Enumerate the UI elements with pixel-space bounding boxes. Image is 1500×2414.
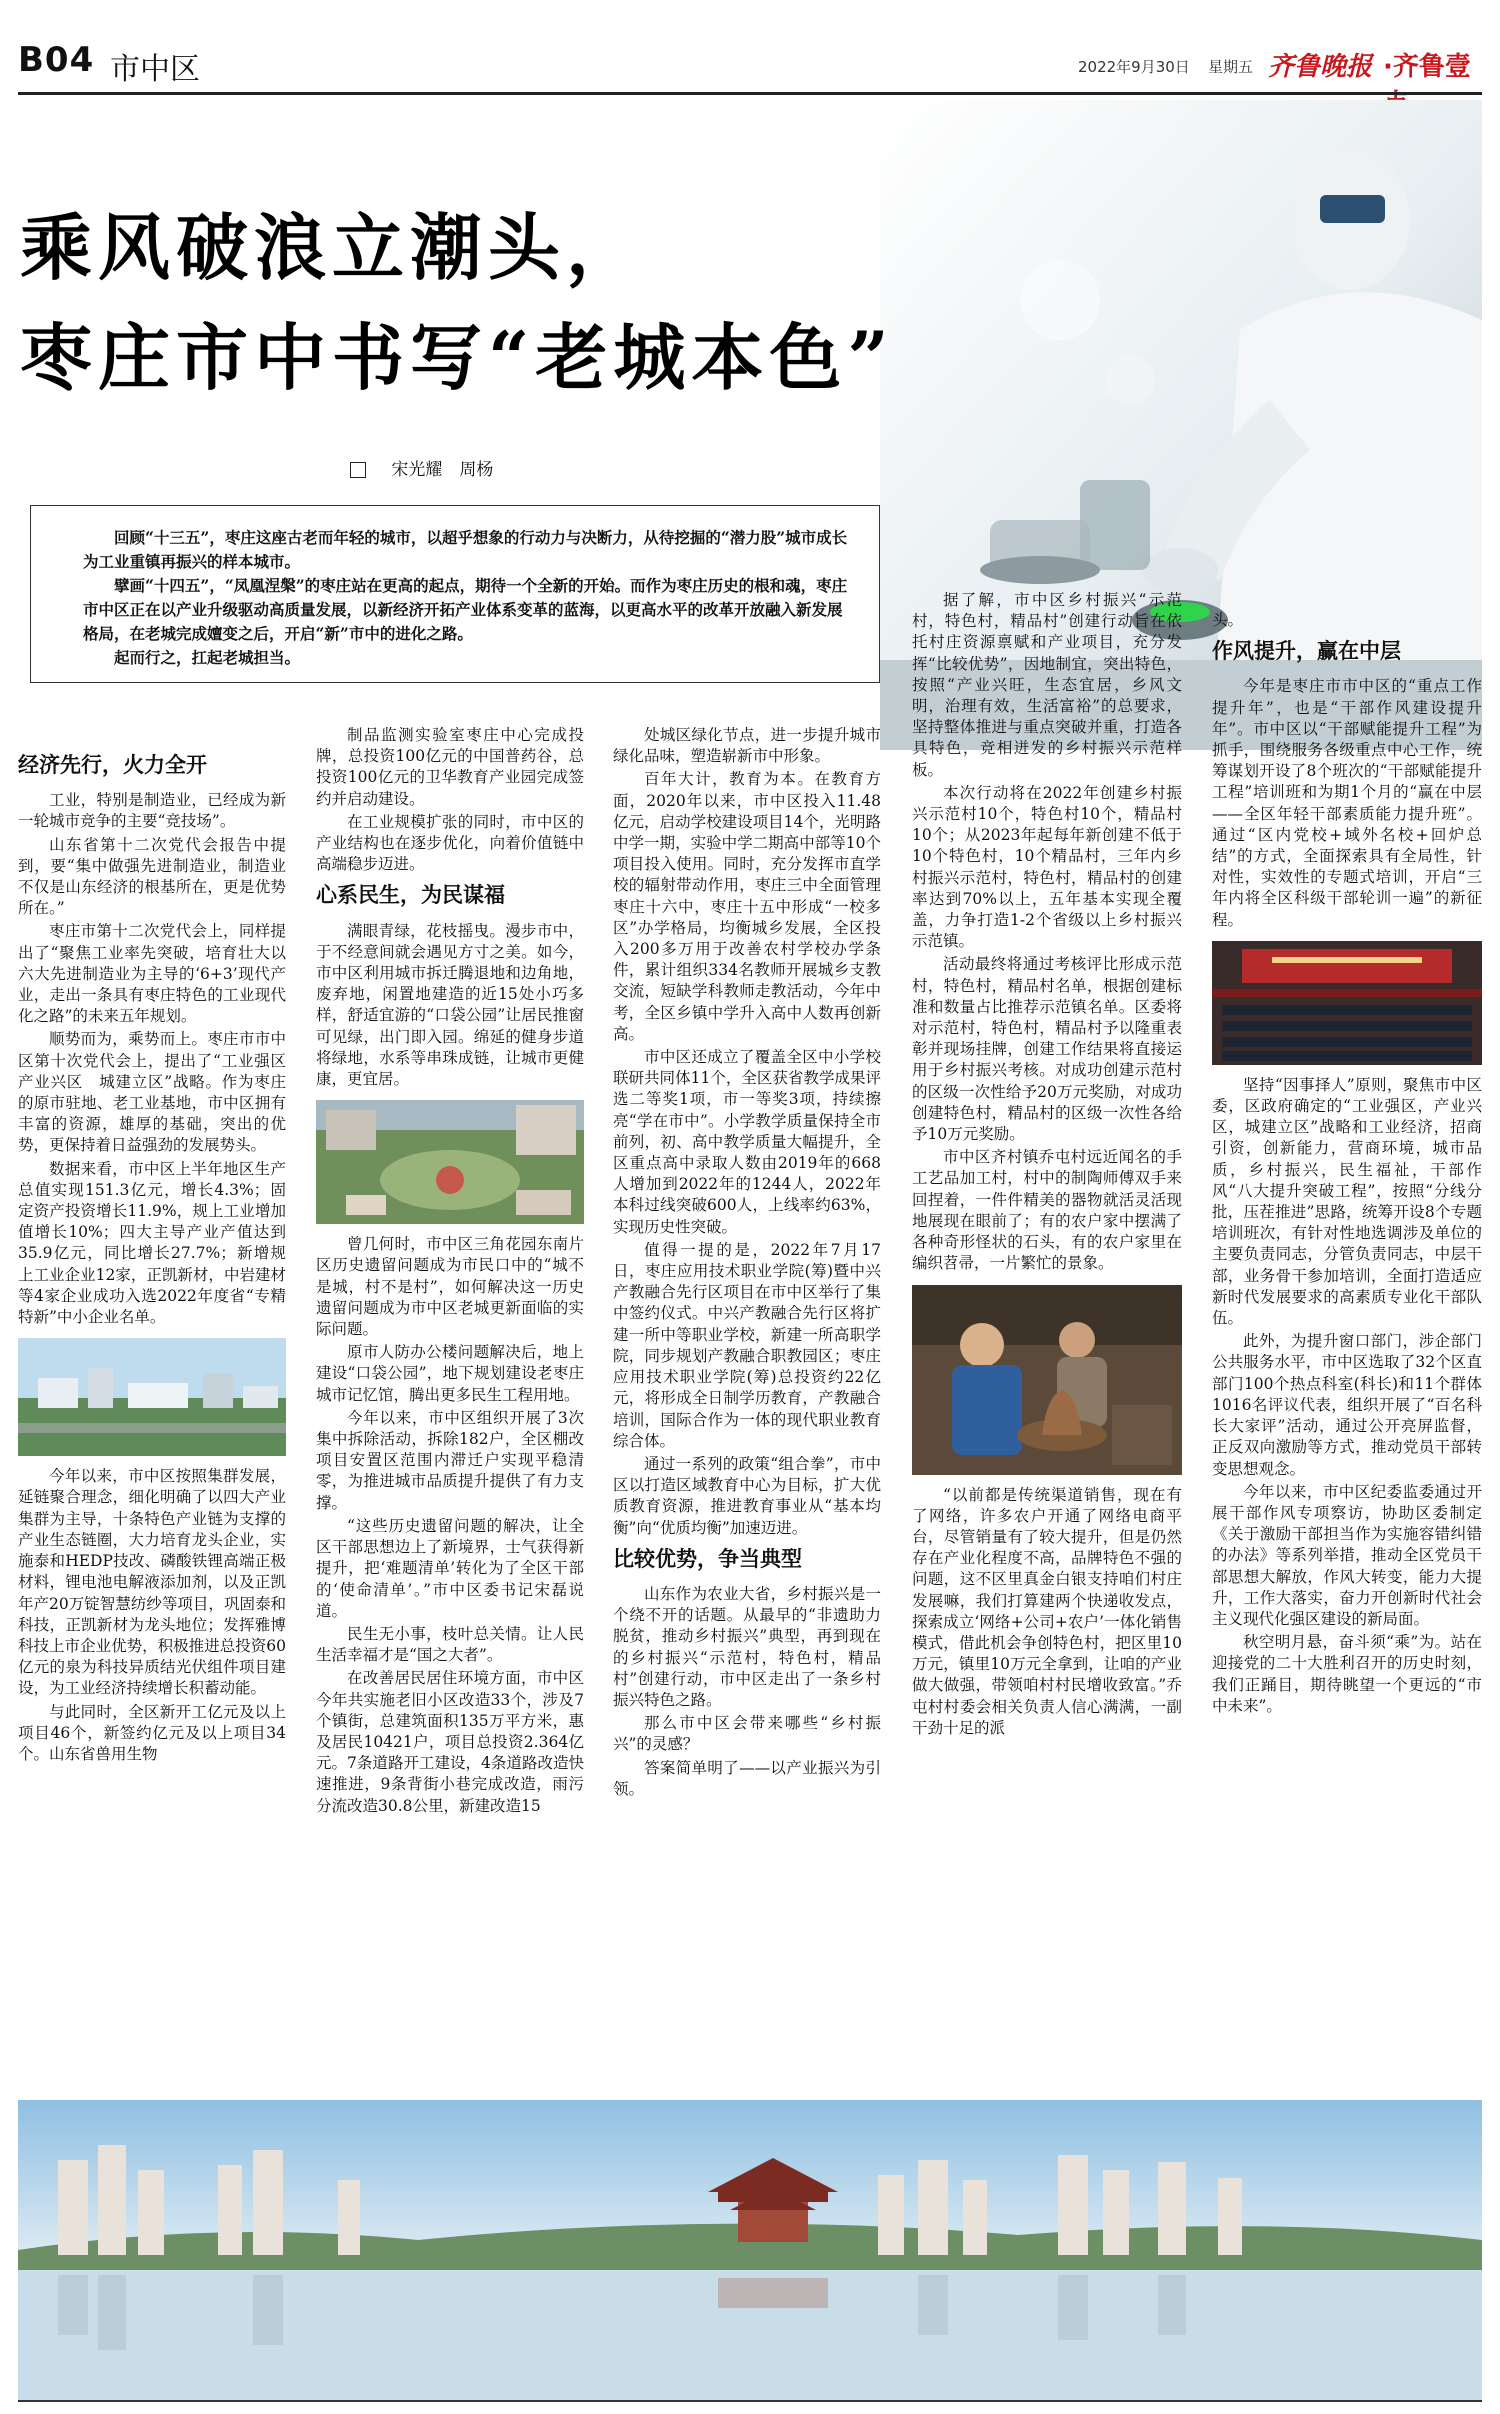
paragraph: 原市人防办公楼问题解决后，地上建设“口袋公园”，地下规划建设老枣庄城市记忆馆，腾出更多民生工程用地。: [316, 1343, 584, 1404]
lead-paragraph: 起而行之，扛起老城担当。: [114, 648, 301, 667]
paragraph: 与此同时，全区新开工亿元及以上项目46个，新签约亿元及以上项目34个。山东省兽用生物: [18, 1702, 286, 1763]
section-heading: 比较优势，争当典型: [613, 1546, 802, 1571]
paragraph: 百年大计，教育为本。在教育方面，2020年以来，市中区投入11.48亿元，启动学校建设项目14个，光明路中学一期，实验中学二期高中部等10个项目投入使用。同时，充分发挥市直学校的辐射带动作用，枣庄三中全面管理枣庄十六中，枣庄十五中形成“一校多区”办学格局，均衡城乡发展，全区投入200多万用于改善农村学校办学条件，累计组织334名教师开展城乡支教交流，短缺学科教师走教活动，今年中考，全区乡镇中学升入高中人数再创新高。: [613, 770, 881, 1043]
paragraph: 值得一提的是，2022年7月17日，枣庄应用技术职业学院(筹)暨中兴产教融合先行区项目在市中区举行了集中签约仪式。中兴产教融合先行区将扩建一所中等职业学校，新建一所高职学院，同步规划产教融合职教园区；枣庄应用技术职业学院(筹)总投资约22亿元，将形成全日制学历教育，产教融合培训，国际合作为一体的现代职业教育综合体。: [613, 1240, 881, 1450]
paragraph: 满眼青绿，花枝摇曳。漫步市中，于不经意间就会遇见方寸之美。如今，市中区利用城市拆迁腾退地和边角地，废弃地，闲置地建造的近15处小巧多样，舒适宜游的“口袋公园”让居民推窗可见绿，出门即入园。绵延的健身步道将绿地，水系等串珠成链，让城市更健康，更宜居。: [316, 921, 584, 1089]
section-heading: 经济先行，火力全开: [18, 753, 207, 777]
paragraph: 处城区绿化节点，进一步提升城市绿化品味，塑造崭新市中形象。: [613, 726, 881, 766]
paragraph: 秋空明月悬，奋斗须“乘”为。站在迎接党的二十大胜利召开的历史时刻，我们正踊目，期待眺望一个更远的“市中未来”。: [1212, 1633, 1482, 1715]
newspaper-logo: 齐鲁晚报: [1268, 52, 1373, 82]
paragraph: 今年以来，市中区纪委监委通过开展干部作风专项察访，协助区委制定《关于激励干部担当作为实施容错纠错的办法》等系列举措，推动全区党员干部思想大解放，作风大转变，能力大提升，工作大落实，奋力开创新时代社会主义现代化强区建设的新局面。: [1212, 1482, 1482, 1628]
issue-weekday: 星期五: [1208, 58, 1254, 76]
article-column-2: [316, 725, 584, 1819]
paragraph: 那么市中区会带来哪些“乡村振兴”的灵感？: [613, 1714, 881, 1754]
paragraph: 在改善居民居住环境方面，市中区今年共实施老旧小区改造33个，涉及7个镇街，总建筑面积135万平方米，惠及居民10421户，项目总投资2.364亿元。7条道路开工建设，4条道路改造快速推进，9条背街小巷完成改造，雨污分流改造30.8公里，新建改造15: [316, 1669, 584, 1815]
pocket-park-aerial-photo: [316, 1100, 584, 1224]
paragraph: 活动最终将通过考核评比形成示范村，特色村，精品村名单，根据创建标准和数量占比推荐示范镇名单。区委将对示范村，特色村，精品村予以隆重表彰并现场挂牌，创建工作结果将直接运用于乡村振兴考核。对成功创建示范村的区级一次性给予20万元奖励，对成功创建特色村，精品村的区级一次性各给予10万元奖励。: [912, 955, 1182, 1144]
paragraph: 工业，特别是制造业，已经成为新一轮城市竞争的主要“竞技场”。: [18, 791, 286, 831]
lead-summary-box: [30, 505, 880, 683]
paragraph: 头。: [1212, 611, 1244, 629]
page-header: [18, 40, 1482, 92]
paragraph: “这些历史遗留问题的解决，让全区干部思想边上了新境界，士气获得新提升，把‘难题清单’转化为了全区干部的‘使命清单’。”市中区委书记宋磊说道。: [316, 1516, 584, 1620]
article-column-3: [613, 725, 881, 1802]
header-rule: [18, 92, 1482, 95]
city-skyline-photo: [18, 2100, 1482, 2400]
training-meeting-photo: [1212, 941, 1482, 1065]
section-code: B04: [18, 40, 95, 80]
paragraph: 本次行动将在2022年创建乡村振兴示范村10个，特色村10个，精品村10个；从2023年起每年新创建不低于10个特色村，10个精品村，三年内乡村振兴示范村，特色村，精品村的创建率达到70%以上，五年基本实现全覆盖，力争打造1-2个省级以上乡村振兴示范镇。: [912, 783, 1182, 951]
paragraph: 曾几何时，市中区三角花园东南片区历史遗留问题成为市民口中的“城不是城，村不是村”，如何解决这一历史遗留问题成为市中区老城更新面临的实际问题。: [316, 1235, 584, 1339]
section-heading: 心系民生，为民谋福: [316, 883, 505, 908]
paragraph: 枣庄市第十二次党代会上，同样提出了“聚焦工业率先突破，培育壮大以六大先进制造业为主导的‘6+3’现代产业，走出一条具有枣庄特色的工业现代化之路”的未来五年规划。: [18, 922, 286, 1026]
paragraph: 数据来看，市中区上半年地区生产总值实现151.3亿元，增长4.3%；固定资产投资增长11.9%，规上工业增加值增长10%；四大主导产业产值达到35.9亿元，同比增长27.7%；新增规上工业企业12家，正凯新材，中岩建材等4家企业成功入选2022年度省“专精特新”中小企业名单。: [18, 1159, 286, 1327]
bottom-rule: [18, 2400, 1482, 2402]
paragraph: 今年以来，市中区按照集群发展，延链聚合理念，细化明确了以四大产业集群为主导，十条特色产业链为支撑的产业生态链圈，大力培育龙头企业，实施泰和HEDP技改、磷酸铁锂高端正极材料，锂电池电解液添加剂，以及正凯年产20万锭智慧纺纱等项目，巩固泰和科技，正凯新材为龙头地位；发挥雅博科技上市企业优势，积极推进总投资60亿元的泉为科技异质结光伏组件项目建设，为工业经济持续增长积蓄动能。: [18, 1467, 286, 1698]
section-name: 市中区: [110, 52, 200, 87]
paragraph: 山东省第十二次党代会报告中提到，要“集中做强先进制造业，制造业不仅是山东经济的根基所在，更是优势所在。”: [18, 835, 286, 918]
paragraph: 市中区齐村镇乔屯村远近闻名的手工艺品加工村，村中的制陶师傅双手来回捏着，一件件精美的器物就活灵活现地展现在眼前了；有的农户家中摆满了各种奇形怪状的石头，有的农户家里在编织苕帚，一片繁忙的景象。: [912, 1148, 1182, 1273]
article-column-1: [18, 745, 302, 1767]
section-heading: 作风提升，赢在中层: [1212, 639, 1401, 664]
article-column-4: [912, 590, 1182, 1741]
paragraph: 山东作为农业大省，乡村振兴是一个绕不开的话题。从最早的“非遗助力脱贫，推动乡村振兴”典型，再到现在的乡村振兴“示范村，特色村，精品村”创建行动，市中区走出了一条乡村振兴特色之路。: [613, 1584, 881, 1709]
paragraph: 通过一系列的政策“组合拳”，市中区以打造区域教育中心为目标，扩大优质教育资源，推进教育事业从“基本均衡”向“优质均衡”加速迈进。: [613, 1454, 881, 1537]
pottery-making-photo: [912, 1285, 1182, 1475]
paragraph: 坚持“因事择人”原则，聚焦市中区委，区政府确定的“工业强区，产业兴区，城建立区”战略和工业经济，招商引资，创新能力，营商环境，城市品质，乡村振兴，民生福祉，干部作风“八大提升突破工程”，按照“分线分批，压茬推进”思路，统筹开设8个专题培训班次，有针对性地选调涉及单位的主要负责同志，分管负责同志，中层干部，业务骨干参加培训，全面打造适应新时代发展要求的高素质专业化干部队伍。: [1212, 1075, 1482, 1328]
article-column-5: [1212, 610, 1482, 1719]
headline-line-2: 枣庄市中书写“老城本色”: [20, 315, 895, 400]
paragraph: “以前都是传统渠道销售，现在有了网络，许多农户开通了网络电商平台，尽管销量有了较大提升，但是仍然存在产业化程度不高，品牌特色不强的问题，这不区里真金白银支持咱们村庄发展嘛，我们打算建两个快递收发点，探索成立‘网络+公司+农户’一体化销售模式，借此机会争创特色村，把区里10万元，镇里10万元全拿到，让咱的产业做大做强，带领咱村村民增收致富。”乔屯村村委会相关负责人信心满满，一副干劲十足的派: [912, 1485, 1182, 1737]
issue-date: 2022年9月30日: [1078, 58, 1190, 76]
byline-authors: 宋光耀 周杨: [391, 460, 494, 480]
paragraph: 民生无小事，枝叶总关情。让人民生活幸福才是“国之大者”。: [316, 1624, 584, 1665]
app-logo: ·齐鲁壹: [1383, 52, 1471, 82]
paragraph: 市中区还成立了覆盖全区中小学校联研共同体11个，全区获省教学成果评选二等奖1项，市一等奖3项，持续擦亮“学在市中”。小学教学质量保持全市前列，初、高中教学质量大幅提升，全区重点高中录取人数由2019年的668人增加到2022年的1244人，2022年本科过线突破600人，上线率约63%，实现历史性突破。: [613, 1048, 881, 1236]
headline-line-1: 乘风破浪立潮头，: [20, 205, 645, 290]
paragraph: 今年以来，市中区组织开展了3次集中拆除活动，拆除182户，全区棚改项目安置区范围内滞迁户实现平稳清零，为推进城市品质提升提供了有力支撑。: [316, 1408, 584, 1512]
paragraph: 此外，为提升窗口部门，涉企部门公共服务水平，市中区选取了32个区直部门100个热点科室(科长)和11个群体1016名评议代表，组织开展了“百名科长大家评”活动，通过公开亮屏监督，正反双向激励等方式，推动党员干部转变思想观念。: [1212, 1332, 1482, 1478]
paragraph: 据了解，市中区乡村振兴“示范村，特色村，精品村”创建行动旨在依托村庄资源禀赋和产业项目，充分发挥“比较优势”，因地制宜，突出特色，按照“产业兴旺，生态宜居，乡风文明，治理有效，生活富裕”的总要求，坚持整体推进与重点突破并重，打造各具特色，竞相迸发的乡村振兴示范样板。: [912, 591, 1182, 779]
industrial-park-photo: [18, 1338, 286, 1456]
paragraph: 在工业规模扩张的同时，市中区的产业结构也在逐步优化，向着价值链中高端稳步迈进。: [316, 812, 584, 874]
paragraph: 答案简单明了——以产业振兴为引领。: [613, 1758, 881, 1798]
lead-paragraph: 擘画“十四五”，“凤凰涅槃”的枣庄站在更高的起点，期待一个全新的开始。而作为枣庄历史的根和魂，枣庄市中区正在以产业升级驱动高质量发展，以新经济开拓产业体系变革的蓝海，以更高水平的改革开放融入新发展格局，在老城完成嬗变之后，开启“新”市中的进化之路。: [83, 576, 848, 643]
paragraph: 顺势而为，乘势而上。枣庄市市中区第十次党代会上，提出了“工业强区 产业兴区 城建立区”战略。作为枣庄的原市驻地、老工业基地，市中区拥有丰富的资源，雄厚的基础，突出的优势，更保持着日益强劲的发展势头。: [18, 1030, 302, 1155]
paragraph: 制品监测实验室枣庄中心完成投牌，总投资100亿元的中国普药谷，总投资100亿元的卫华教育产业园完成签约并启动建设。: [316, 726, 584, 808]
paragraph: 今年是枣庄市市中区的“重点工作提升年”，也是“干部作风建设提升年”。市中区以“干部赋能提升工程”为抓手，围绕服务各级重点中心工作，统筹谋划开设了8个班次的“干部赋能提升工程”培训班和为期1个月的“赢在中层——全区年轻干部素质能力提升班”。通过“区内党校+域外名校+回炉总结”的方式，全面探索具有全局性，针对性，实效性的专题式培训，开启“三年内将全区科级干部轮训一遍”的新征程。: [1212, 677, 1482, 929]
lead-paragraph: 回顾“十三五”，枣庄这座古老而年轻的城市，以超乎想象的行动力与决断力，从待挖掘的“潜力股”城市成长为工业重镇再振兴的样本城市。: [83, 528, 848, 571]
byline-box-icon: [350, 462, 366, 478]
byline: [350, 455, 493, 480]
